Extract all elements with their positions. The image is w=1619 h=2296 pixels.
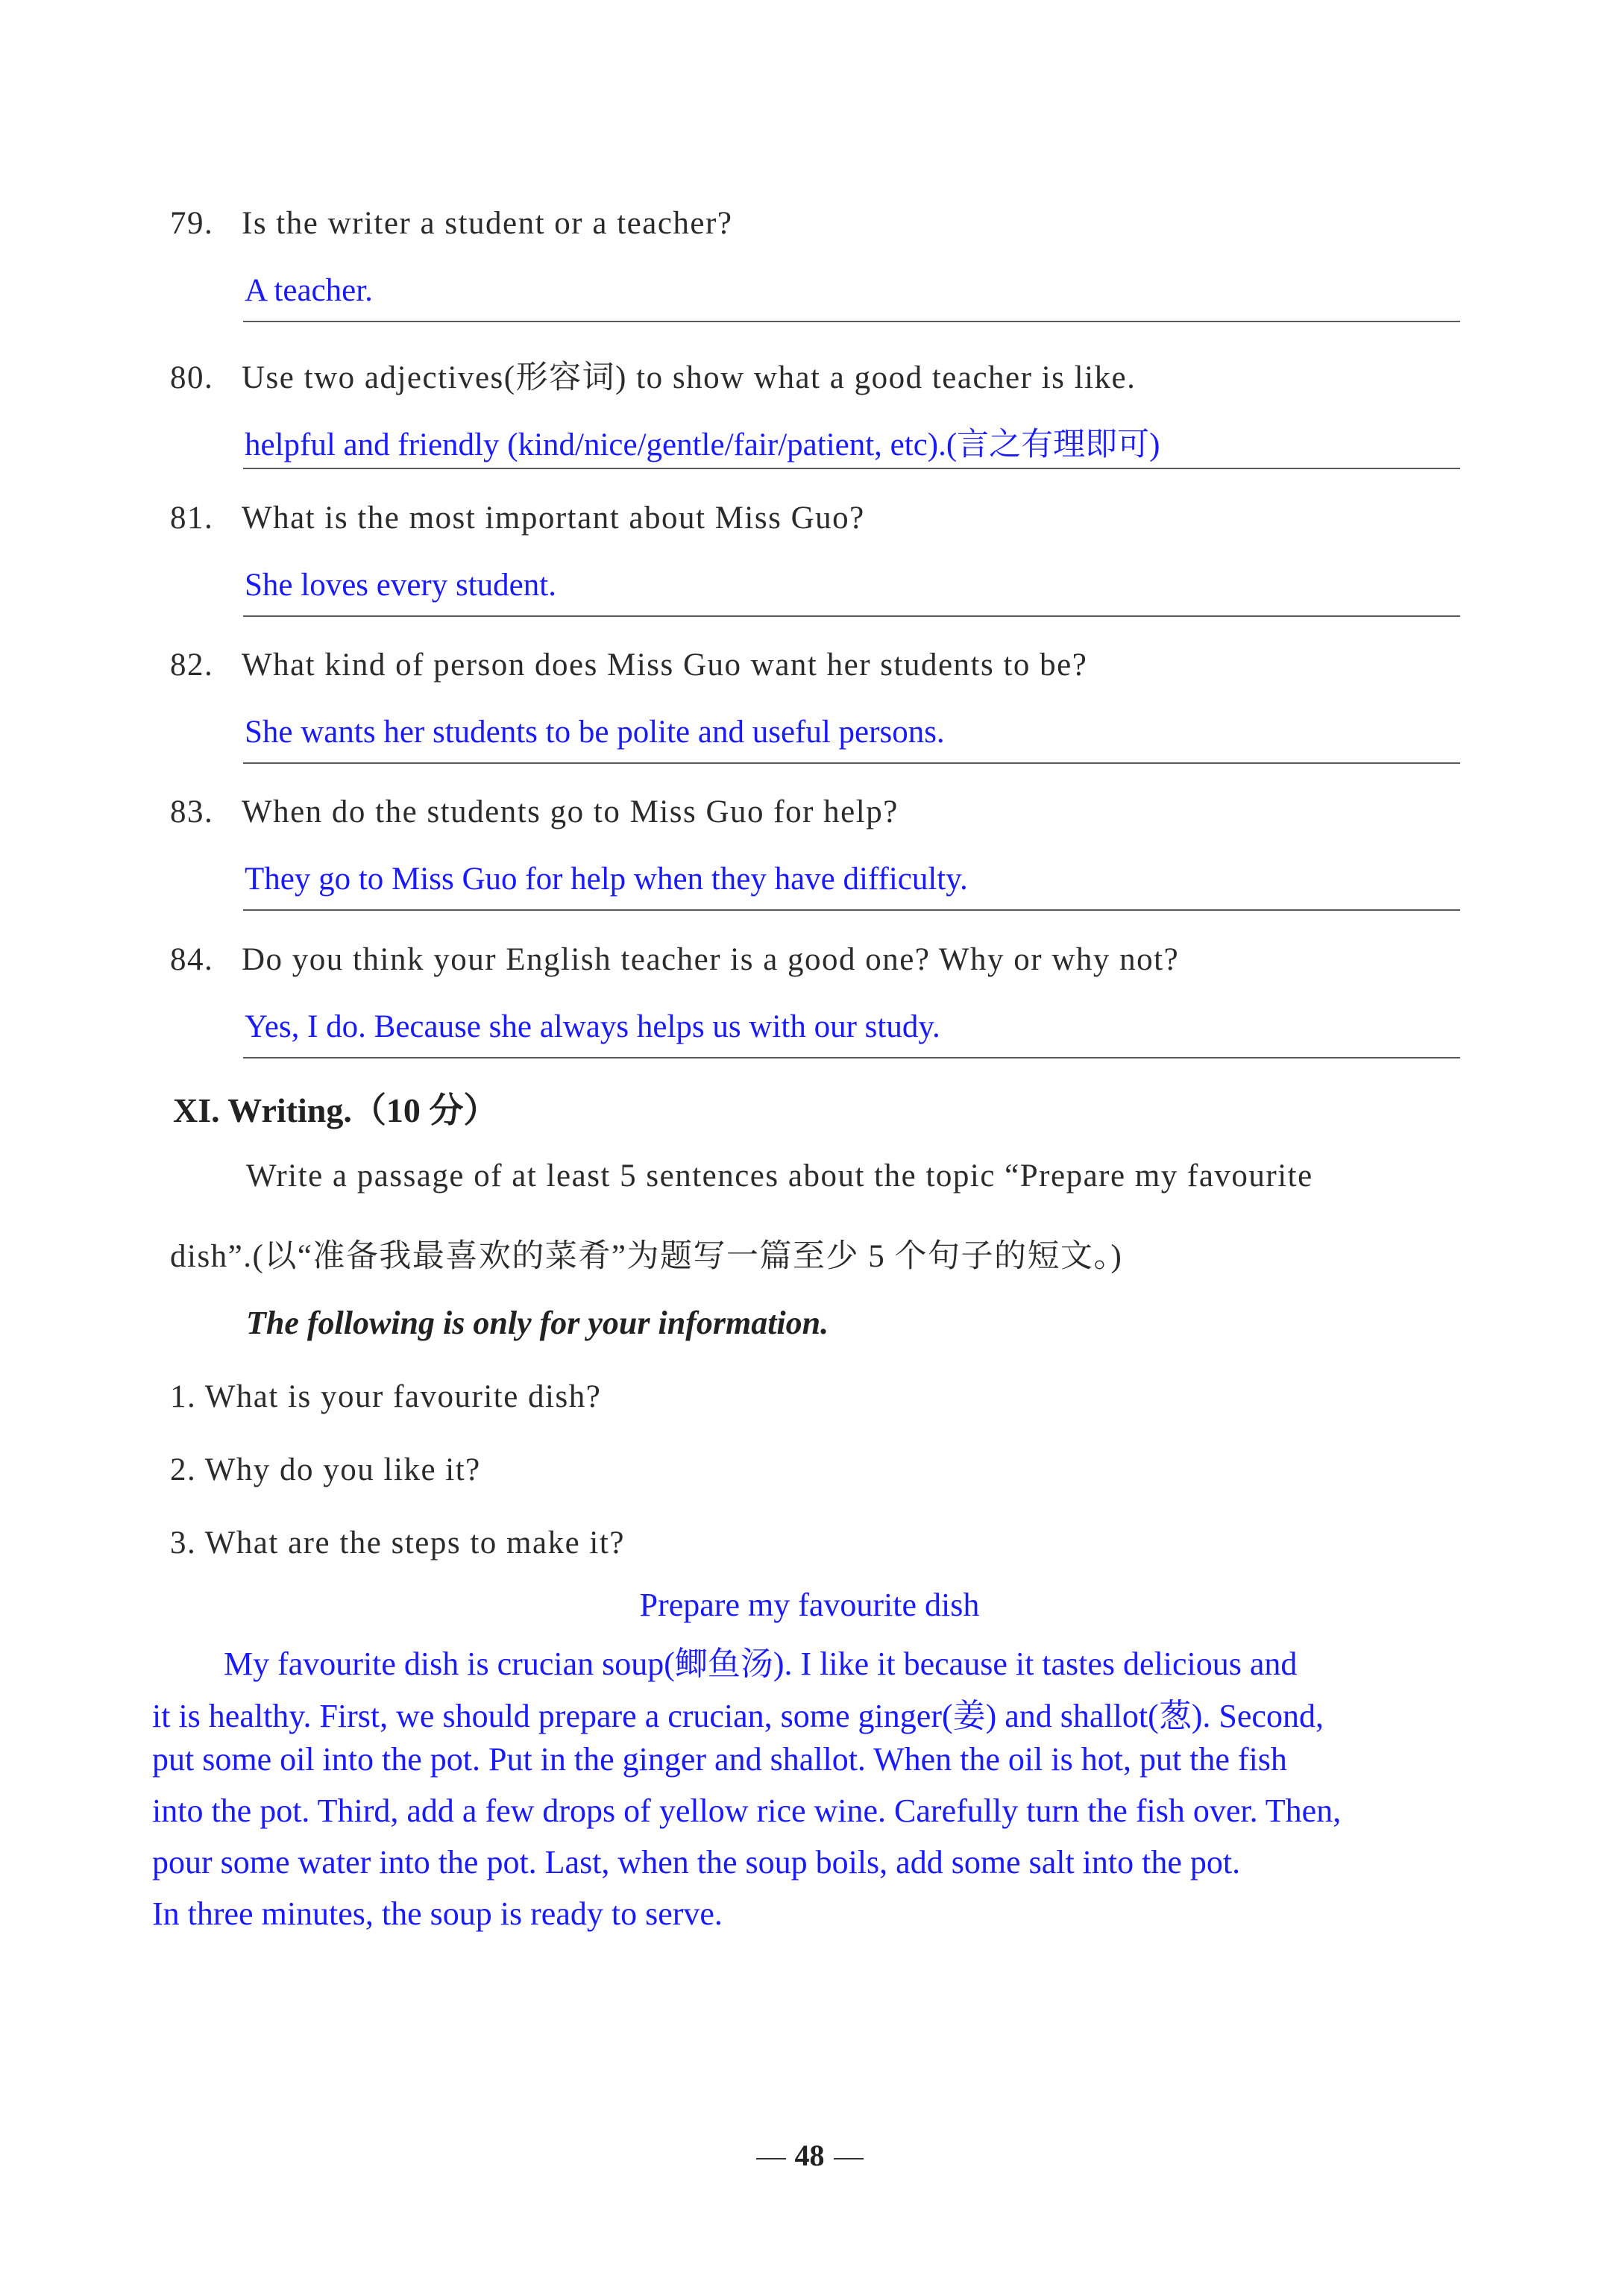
question-prompt: What kind of person does Miss Guo want her students to be? bbox=[242, 647, 1088, 683]
question-number: 79. bbox=[170, 206, 214, 241]
answer-text: helpful and friendly (kind/nice/gentle/fair/patient, etc).(言之有理即可) bbox=[245, 427, 1160, 462]
question-text bbox=[170, 794, 899, 830]
page-number-value: 48 bbox=[794, 2139, 825, 2172]
answer-line bbox=[243, 909, 1460, 911]
answer-text: They go to Miss Guo for help when they have difficulty. bbox=[245, 862, 968, 897]
writing-instruction-line-1: Write a passage of at least 5 sentences about the topic “Prepare my favourite bbox=[246, 1158, 1313, 1194]
answer-text: Yes, I do. Because she always helps us with our study. bbox=[245, 1009, 940, 1044]
question-number: 80. bbox=[170, 360, 214, 395]
guide-item: 3. What are the steps to make it? bbox=[170, 1525, 625, 1561]
writing-section-heading: XI. Writing.（10 分） bbox=[173, 1091, 498, 1129]
essay-line: put some oil into the pot. Put in the ginger and shallot. When the oil is hot, put the fish bbox=[152, 1741, 1287, 1778]
essay-line: My favourite dish is crucian soup(鲫鱼汤). I like it because it tastes delicious and bbox=[224, 1646, 1298, 1682]
essay-title: Prepare my favourite dish bbox=[639, 1587, 980, 1623]
question-text bbox=[170, 500, 865, 536]
page-number-dash-right bbox=[834, 2158, 864, 2159]
page-number bbox=[0, 2138, 1619, 2173]
answer-text: A teacher. bbox=[245, 273, 373, 308]
question-text bbox=[170, 941, 1179, 978]
essay-line: into the pot. Third, add a few drops of yellow rice wine. Carefully turn the fish over. Then, bbox=[152, 1792, 1342, 1829]
answer-line bbox=[243, 762, 1460, 764]
guide-item: 2. Why do you like it? bbox=[170, 1452, 481, 1487]
question-number: 84. bbox=[170, 942, 214, 977]
question-prompt: Is the writer a student or a teacher? bbox=[242, 206, 733, 241]
question-number: 81. bbox=[170, 501, 214, 536]
answer-text: She loves every student. bbox=[245, 568, 556, 603]
answer-line bbox=[243, 1057, 1460, 1058]
question-number: 83. bbox=[170, 794, 214, 829]
question-text bbox=[170, 647, 1087, 683]
question-prompt: Use two adjectives(形容词) to show what a good teacher is like. bbox=[242, 360, 1137, 395]
page-number-dash-left bbox=[756, 2158, 786, 2159]
essay-line: pour some water into the pot. Last, when the soup boils, add some salt into the pot. bbox=[152, 1844, 1241, 1881]
answer-line bbox=[243, 468, 1460, 469]
guide-item: 1. What is your favourite dish? bbox=[170, 1379, 602, 1414]
info-heading: The following is only for your information. bbox=[246, 1305, 829, 1341]
question-text bbox=[170, 352, 1136, 398]
answer-line bbox=[243, 321, 1460, 322]
question-prompt: When do the students go to Miss Guo for help? bbox=[242, 794, 899, 829]
question-prompt: What is the most important about Miss Guo? bbox=[242, 501, 865, 536]
essay-line: it is healthy. First, we should prepare a crucian, some ginger(姜) and shallot(葱). Second, bbox=[152, 1698, 1324, 1734]
answer-text: She wants her students to be polite and useful persons. bbox=[245, 715, 945, 750]
question-prompt: Do you think your English teacher is a good one? Why or why not? bbox=[242, 942, 1180, 977]
question-text bbox=[170, 205, 732, 242]
writing-instruction-line-2: dish”.(以“准备我最喜欢的菜肴”为题写一篇至少 5 个句子的短文。) bbox=[170, 1239, 1123, 1274]
answer-line bbox=[243, 615, 1460, 617]
essay-line: In three minutes, the soup is ready to serve. bbox=[152, 1895, 723, 1932]
question-number: 82. bbox=[170, 647, 214, 683]
